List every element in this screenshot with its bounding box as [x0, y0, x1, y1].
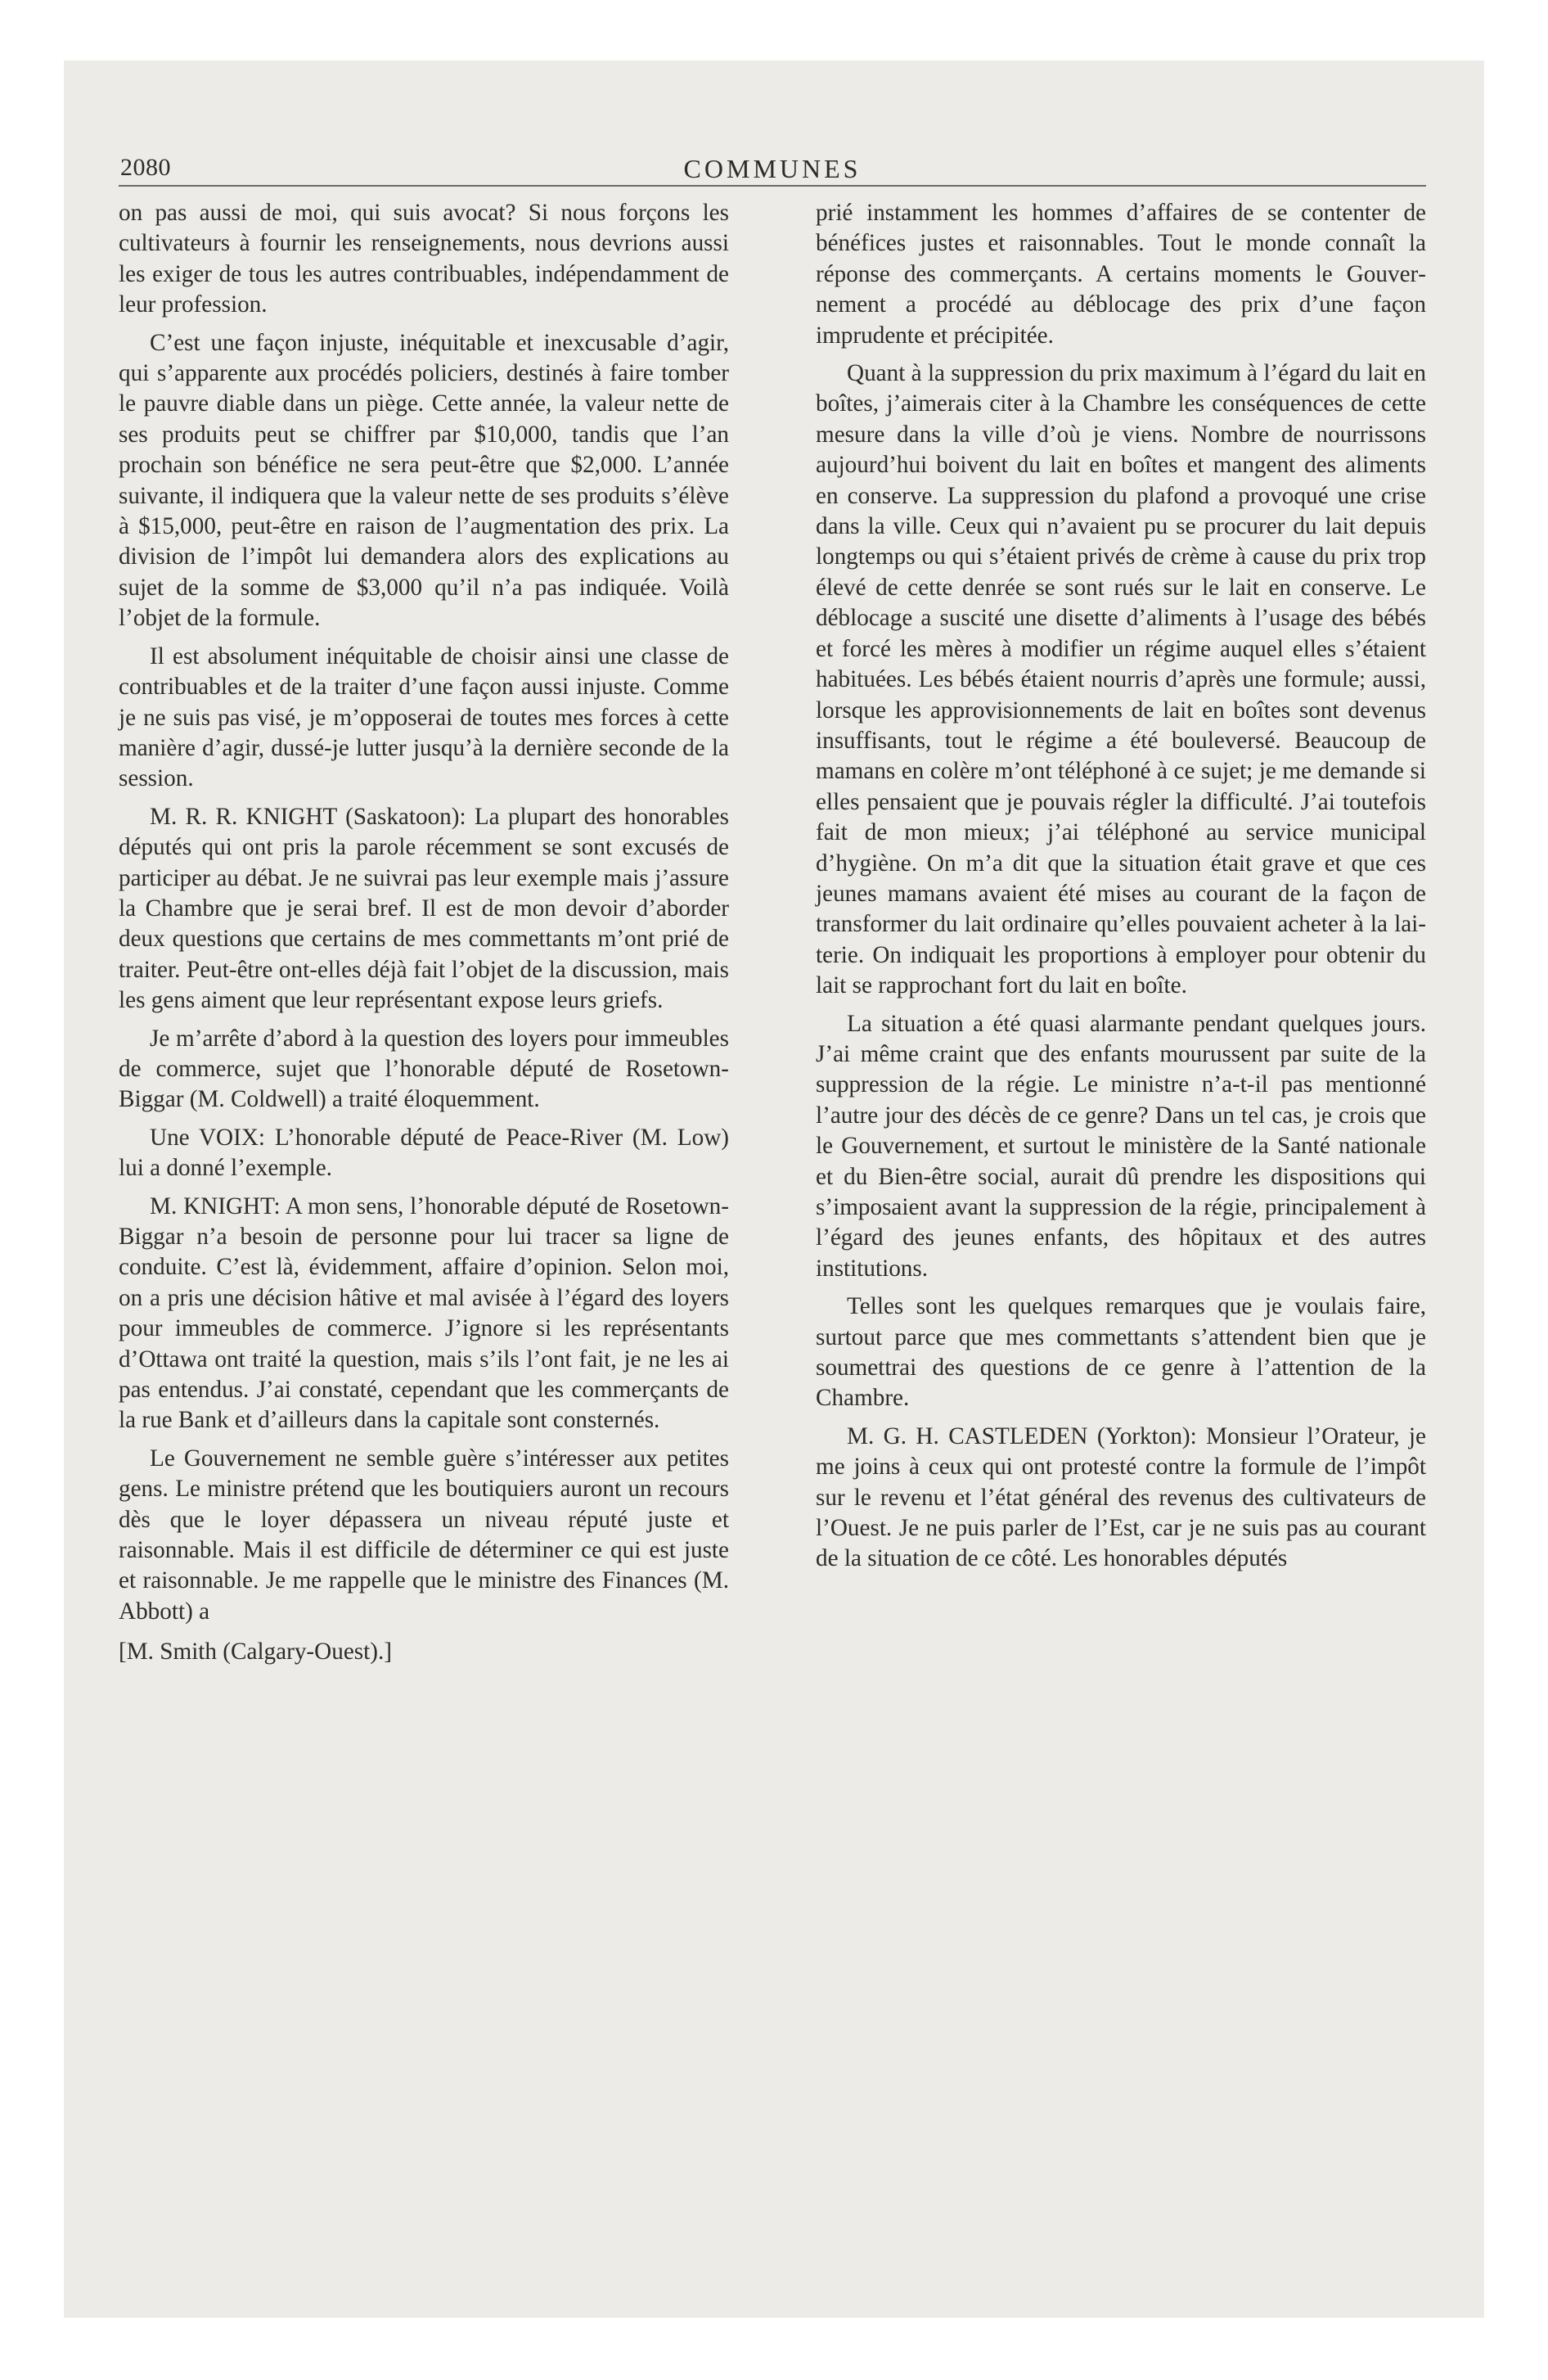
- left-column: [119, 198, 729, 1668]
- paragraph: prié instamment les hommes d’affaires de se contenter de bénéfices justes et raisonnables. Tout le monde connaît la réponse des commerçants. A certains moments le Gouvernement a procédé au déblocage des prix d’une façon imprudente et précipitée.: [816, 200, 1426, 349]
- running-header: [119, 144, 1426, 187]
- document-page: [119, 144, 1426, 1668]
- right-column: [816, 198, 1426, 1668]
- paragraph: M. KNIGHT: A mon sens, l’honorable député de Rosetown-Biggar n’a besoin de personne pour lui tracer sa ligne de conduite. C’est là, évidemment, affaire d’opinion. Selon moi, on a pris une décision hâtive et mal avisée à l’égard des loyers pour immeubles de commerce. J’ignore si les représentants d’Ottawa ont traité la question, mais s’ils l’ont fait, je ne les ai pas entendus. J’ai constaté, cependant que les commerçants de la rue Bank et d’ailleurs dans la capitale sont consternés.: [119, 1192, 729, 1434]
- paragraph: Quant à la suppression du prix maximum à l’égard du lait en boîtes, j’aimerais citer à la Chambre les conséquences de cette mesure dans la ville d’où je viens. Nombre de nourrissons aujourd’hui boivent du lait en boîtes et mangent des aliments en conserve. La suppression du plafond a provoqué une crise dans la ville. Ceux qui n’avaient pu se procurer du lait depuis longtemps ou qui s’étaient privés de crème à cause du prix trop élevé de cette denrée se sont rués sur le lait en conserve. Le déblocage a suscité une disette d’aliments à l’usage des bébés et forcé les mères à modifier un régime auquel elles s’étaient habituées. Les bébés étaient nourris d’après une formule; aussi, lorsque les approvisionnements de lait en boîtes sont devenus insuffisants, tout le régime a été bouleversé. Beaucoup de mamans en colère m’ont téléphoné à ce sujet; je me demande si elles pensaient que je pouvais régler la difficulté. J’ai toutefois fait de mon mieux; j’ai téléphoné au service municipal d’hygiène. On m’a dit que la situation était grave et que ces jeunes mamans avaient été mises au courant de la façon de transformer du lait ordinaire qu’elles pouvaient acheter à la laiterie. On indiquait les proportions à employer pour obtenir du lait se rapprochant fort du lait en boîte.: [816, 360, 1426, 999]
- section-title: COMMUNES: [683, 154, 862, 183]
- paragraph: M. G. H. CASTLEDEN (Yorkton): Monsieur l’Orateur, je me joins à ceux qui ont protesté contre la formule de l’impôt sur le revenu et l’état général des revenus des cultivateurs de l’Ouest. Je ne puis parler de l’Est, car je ne suis pas au courant de la situation de ce côté. Les honorables députés: [816, 1422, 1426, 1572]
- paragraph: Une VOIX: L’honorable député de Peace-River (M. Low) lui a donné l’exemple.: [119, 1124, 729, 1182]
- paragraph: M. R. R. KNIGHT (Saskatoon): La plupart des honorables députés qui ont pris la parole récemment se sont excusés de participer au débat. Je ne suivrai pas leur exemple mais j’assure la Chambre que je serai bref. Il est de mon devoir d’aborder deux questions que certains de mes commettants m’ont prié de traiter. Peut-être ont-elles déjà fait l’objet de la discussion, mais les gens aiment que leur représentant expose leurs griefs.: [119, 803, 729, 1014]
- paragraph: La situation a été quasi alarmante pendant quelques jours. J’ai même craint que des enfants mourussent par suite de la suppression de la régie. Le ministre n’a-t-il pas mentionné l’autre jour des décès de ce genre? Dans un tel cas, je crois que le Gouvernement, et surtout le ministère de la Santé nationale et du Bien-être social, aurait dû prendre les dispositions qui s’imposaient avant la suppression de la régie, principalement à l’égard des jeunes enfants, des hôpitaux et des autres institutions.: [816, 1010, 1426, 1282]
- paragraph: Il est absolument inéquitable de choisir ainsi une classe de contribuables et de la traiter d’une façon aussi injuste. Comme je ne suis pas visé, je m’opposerai de toutes mes forces à cette manière d’agir, dussé-je lutter jusqu’à la dernière seconde de la session.: [119, 642, 729, 792]
- paragraph: Telles sont les quelques remarques que je voulais faire, surtout parce que mes commettants s’attendent bien que je soumettrai des questions de ce genre à l’attention de la Chambre.: [816, 1293, 1426, 1412]
- text-columns: [119, 198, 1426, 1668]
- speaker-footer: [M. Smith (Calgary-Ouest).]: [119, 1639, 392, 1666]
- paragraph: C’est une façon injuste, inéquitable et inexcusable d’agir, qui s’apparente aux procédés policiers, destinés à faire tomber le pauvre diable dans un piège. Cette année, la valeur nette de ses produits peut se chiffrer par $10,000, tandis que l’an prochain son bénéfice ne sera peut-être que $2,000. L’année suivante, il indiquera que la valeur nette de ses produits s’élève à $15,000, peut-être en raison de l’augmentation des prix. La division de l’impôt lui demandera alors des explications au sujet de la somme de $3,000 qu’il n’a pas indiquée. Voilà l’objet de la formule.: [119, 329, 729, 632]
- paragraph: Le Gouvernement ne semble guère s’intéresser aux petites gens. Le ministre prétend que les boutiquiers auront un recours dès que le loyer dépassera un niveau réputé juste et raisonnable. Mais il est difficile de déterminer ce qui est juste et raisonnable. Je me rappelle que le ministre des Finances (M. Abbott) a: [119, 1445, 729, 1625]
- paragraph: on pas aussi de moi, qui suis avocat? Si nous forçons les cultivateurs à fournir les renseignements, nous devrions aussi les exiger de tous les autres contribuables, indépendamment de leur profession.: [119, 200, 729, 318]
- paragraph: Je m’arrête d’abord à la question des loyers pour immeubles de commerce, sujet que l’honorable député de Rosetown-Biggar (M. Coldwell) a traité éloquemment.: [119, 1025, 729, 1113]
- page-number: 2080: [120, 154, 171, 181]
